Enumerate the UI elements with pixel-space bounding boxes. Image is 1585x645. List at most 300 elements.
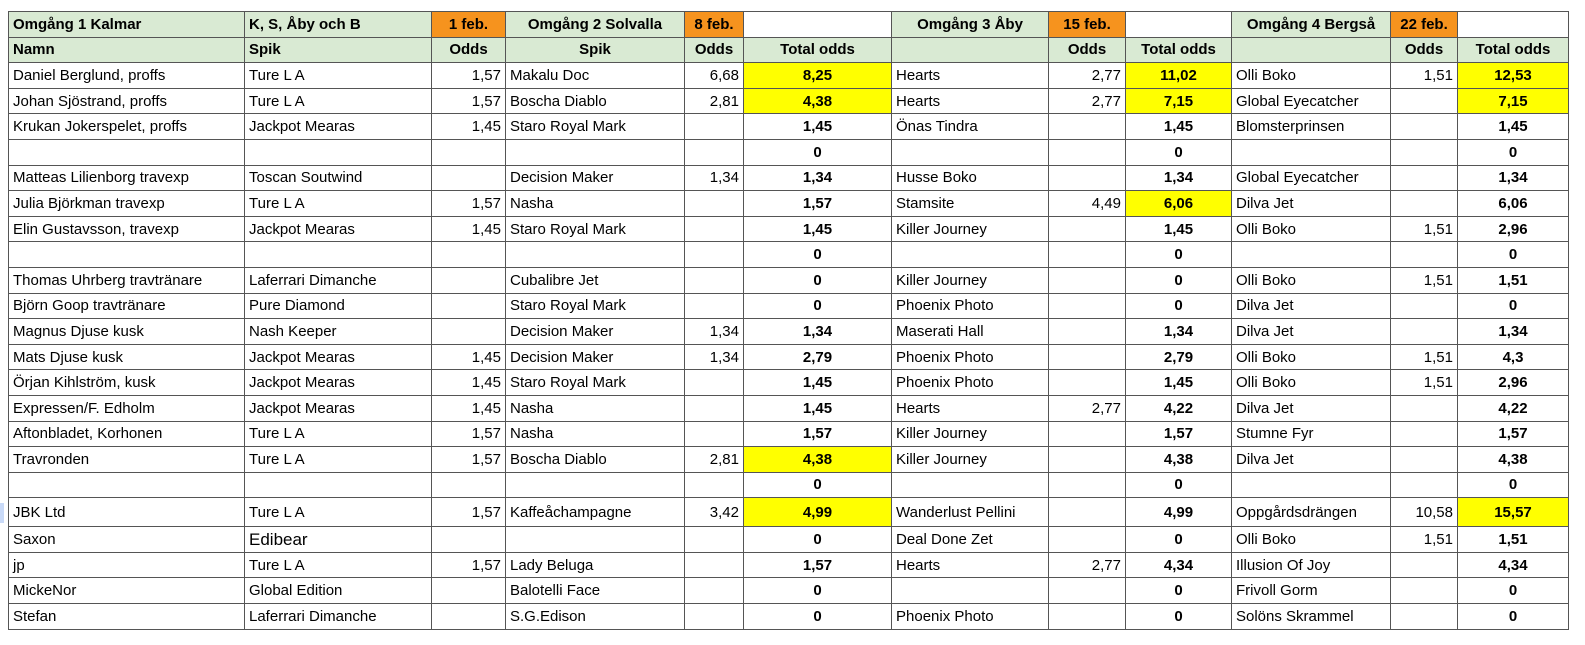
cell-t3[interactable]: 0 xyxy=(1126,578,1232,604)
spreadsheet-grid xyxy=(8,11,1569,630)
cell-o4[interactable]: 10,58 xyxy=(1391,498,1458,527)
cell-s4[interactable] xyxy=(1232,472,1391,498)
header-row-rounds xyxy=(9,12,1569,38)
cell-round3-date[interactable]: 15 feb. xyxy=(1049,12,1126,38)
cell-s2[interactable]: Staro Royal Mark xyxy=(506,370,685,396)
cell-o1[interactable]: 1,57 xyxy=(432,63,506,89)
cell-t2[interactable]: 1,45 xyxy=(744,114,892,140)
cell-o2[interactable] xyxy=(685,191,744,217)
cell-s1[interactable]: Laferrari Dimanche xyxy=(245,267,432,293)
cell-o3[interactable]: 2,77 xyxy=(1049,552,1126,578)
cell-s3[interactable]: Killer Journey xyxy=(892,267,1049,293)
cell-t4[interactable]: 0 xyxy=(1458,242,1569,268)
cell-o1[interactable] xyxy=(432,267,506,293)
cell-s1[interactable]: Ture L A xyxy=(245,63,432,89)
cell-t4[interactable]: 7,15 xyxy=(1458,88,1569,114)
cell-o1[interactable] xyxy=(432,242,506,268)
cell-o2[interactable] xyxy=(685,604,744,630)
cell-t2[interactable]: 0 xyxy=(744,267,892,293)
cell-s1[interactable]: Ture L A xyxy=(245,552,432,578)
cell-t2[interactable]: 0 xyxy=(744,139,892,165)
cell-s3[interactable] xyxy=(892,139,1049,165)
cell-s2[interactable]: Kaffeåchampagne xyxy=(506,498,685,527)
cell-s3[interactable]: Phoenix Photo xyxy=(892,293,1049,319)
cell-t4[interactable]: 4,3 xyxy=(1458,344,1569,370)
cell-s4[interactable]: Olli Boko xyxy=(1232,344,1391,370)
cell-t2[interactable]: 0 xyxy=(744,578,892,604)
cell-o3[interactable]: 2,77 xyxy=(1049,395,1126,421)
cell-o3[interactable] xyxy=(1049,242,1126,268)
cell-s2[interactable]: Nasha xyxy=(506,395,685,421)
cell-empty[interactable] xyxy=(1126,12,1232,38)
cell-t3[interactable]: 4,22 xyxy=(1126,395,1232,421)
cell-o2[interactable]: 6,68 xyxy=(685,63,744,89)
cell-o3[interactable] xyxy=(1049,344,1126,370)
cell-s3[interactable]: Phoenix Photo xyxy=(892,604,1049,630)
cell-name[interactable]: Magnus Djuse kusk xyxy=(9,319,245,345)
header-spik2[interactable]: Spik xyxy=(506,37,685,63)
cell-s2[interactable]: Decision Maker xyxy=(506,165,685,191)
cell-t2[interactable]: 1,57 xyxy=(744,552,892,578)
cell-s3[interactable]: Deal Done Zet xyxy=(892,527,1049,553)
cell-s4[interactable]: Blomsterprinsen xyxy=(1232,114,1391,140)
cell-t3[interactable]: 0 xyxy=(1126,527,1232,553)
cell-name[interactable]: Matteas Lilienborg travexp xyxy=(9,165,245,191)
cell-s1[interactable]: Pure Diamond xyxy=(245,293,432,319)
cell-o2[interactable] xyxy=(685,242,744,268)
cell-s4[interactable]: Olli Boko xyxy=(1232,63,1391,89)
cell-round2-date[interactable]: 8 feb. xyxy=(685,12,744,38)
cell-o1[interactable]: 1,57 xyxy=(432,421,506,447)
cell-s2[interactable]: Nasha xyxy=(506,191,685,217)
cell-t2[interactable]: 0 xyxy=(744,604,892,630)
cell-o1[interactable]: 1,57 xyxy=(432,191,506,217)
table-row xyxy=(9,88,1569,114)
header-spik1[interactable]: Spik xyxy=(245,37,432,63)
cell-o4[interactable] xyxy=(1391,319,1458,345)
header-odds2[interactable]: Odds xyxy=(685,37,744,63)
cell-name[interactable]: Travronden xyxy=(9,447,245,473)
table-row xyxy=(9,344,1569,370)
cell-name[interactable]: jp xyxy=(9,552,245,578)
cell-name[interactable]: Örjan Kihlström, kusk xyxy=(9,370,245,396)
cell-name[interactable]: Daniel Berglund, proffs xyxy=(9,63,245,89)
cell-t4[interactable]: 1,34 xyxy=(1458,319,1569,345)
cell-t4[interactable]: 12,53 xyxy=(1458,63,1569,89)
cell-t3[interactable]: 1,34 xyxy=(1126,319,1232,345)
cell-t2[interactable]: 4,38 xyxy=(744,447,892,473)
cell-s3[interactable]: Killer Journey xyxy=(892,421,1049,447)
cell-t2[interactable]: 1,34 xyxy=(744,319,892,345)
cell-o4[interactable]: 1,51 xyxy=(1391,527,1458,553)
cell-s3[interactable] xyxy=(892,578,1049,604)
cell-s1[interactable]: Jackpot Mearas xyxy=(245,370,432,396)
table-row xyxy=(9,498,1569,527)
cell-s2[interactable]: Decision Maker xyxy=(506,344,685,370)
cell-t2[interactable]: 1,34 xyxy=(744,165,892,191)
cell-t4[interactable]: 4,22 xyxy=(1458,395,1569,421)
cell-o3[interactable]: 2,77 xyxy=(1049,63,1126,89)
cell-o4[interactable]: 1,51 xyxy=(1391,63,1458,89)
cell-t3[interactable]: 0 xyxy=(1126,242,1232,268)
cell-o4[interactable] xyxy=(1391,578,1458,604)
cell-name[interactable] xyxy=(9,139,245,165)
cell-t4[interactable]: 1,34 xyxy=(1458,165,1569,191)
cell-o3[interactable] xyxy=(1049,293,1126,319)
cell-o1[interactable]: 1,45 xyxy=(432,216,506,242)
cell-o3[interactable] xyxy=(1049,421,1126,447)
cell-name[interactable]: Krukan Jokerspelet, proffs xyxy=(9,114,245,140)
cell-s2[interactable]: Staro Royal Mark xyxy=(506,293,685,319)
cell-round4-date[interactable]: 22 feb. xyxy=(1391,12,1458,38)
cell-round1-title[interactable]: Omgång 1 Kalmar xyxy=(9,12,245,38)
cell-name[interactable]: Saxon xyxy=(9,527,245,553)
cell-t2[interactable]: 0 xyxy=(744,527,892,553)
cell-s1[interactable]: Jackpot Mearas xyxy=(245,344,432,370)
cell-t4[interactable]: 1,51 xyxy=(1458,527,1569,553)
cell-s1[interactable]: Jackpot Mearas xyxy=(245,216,432,242)
cell-s3[interactable]: Önas Tindra xyxy=(892,114,1049,140)
cell-t4[interactable]: 0 xyxy=(1458,472,1569,498)
cell-o1[interactable] xyxy=(432,578,506,604)
cell-o1[interactable]: 1,45 xyxy=(432,114,506,140)
cell-t3[interactable]: 0 xyxy=(1126,293,1232,319)
cell-o2[interactable] xyxy=(685,267,744,293)
cell-s2[interactable]: Cubalibre Jet xyxy=(506,267,685,293)
cell-s2[interactable]: Makalu Doc xyxy=(506,63,685,89)
cell-o4[interactable] xyxy=(1391,604,1458,630)
cell-name[interactable]: MickeNor xyxy=(9,578,245,604)
cell-t4[interactable]: 15,57 xyxy=(1458,498,1569,527)
cell-s2[interactable]: Lady Beluga xyxy=(506,552,685,578)
cell-name[interactable]: Thomas Uhrberg travtränare xyxy=(9,267,245,293)
cell-s3[interactable] xyxy=(892,242,1049,268)
cell-o1[interactable] xyxy=(432,527,506,553)
cell-t3[interactable]: 4,34 xyxy=(1126,552,1232,578)
cell-s3[interactable]: Hearts xyxy=(892,395,1049,421)
cell-s1[interactable]: Jackpot Mearas xyxy=(245,114,432,140)
cell-o2[interactable]: 1,34 xyxy=(685,165,744,191)
table-row xyxy=(9,421,1569,447)
cell-s3[interactable]: Wanderlust Pellini xyxy=(892,498,1049,527)
cell-t3[interactable]: 4,38 xyxy=(1126,447,1232,473)
cell-s4[interactable]: Frivoll Gorm xyxy=(1232,578,1391,604)
cell-name[interactable] xyxy=(9,472,245,498)
cell-s4[interactable]: Solöns Skrammel xyxy=(1232,604,1391,630)
cell-o3[interactable] xyxy=(1049,114,1126,140)
cell-s4[interactable]: Olli Boko xyxy=(1232,267,1391,293)
cell-s1[interactable] xyxy=(245,472,432,498)
cell-t4[interactable]: 2,96 xyxy=(1458,370,1569,396)
cell-s4[interactable]: Dilva Jet xyxy=(1232,293,1391,319)
cell-o3[interactable] xyxy=(1049,139,1126,165)
cell-o4[interactable] xyxy=(1391,114,1458,140)
cell-o1[interactable]: 1,57 xyxy=(432,552,506,578)
header-row-columns xyxy=(9,37,1569,63)
cell-s1[interactable]: Ture L A xyxy=(245,447,432,473)
cell-name[interactable]: Expressen/F. Edholm xyxy=(9,395,245,421)
cell-name[interactable]: Stefan xyxy=(9,604,245,630)
cell-s1[interactable] xyxy=(245,242,432,268)
cell-o2[interactable] xyxy=(685,578,744,604)
cell-t2[interactable]: 4,99 xyxy=(744,498,892,527)
cell-o1[interactable] xyxy=(432,165,506,191)
cell-t2[interactable]: 0 xyxy=(744,242,892,268)
cell-s2[interactable]: Boscha Diablo xyxy=(506,447,685,473)
cell-t4[interactable]: 0 xyxy=(1458,139,1569,165)
cell-o2[interactable]: 2,81 xyxy=(685,88,744,114)
cell-round3-title[interactable]: Omgång 3 Åby xyxy=(892,12,1049,38)
cell-o4[interactable] xyxy=(1391,139,1458,165)
cell-o4[interactable] xyxy=(1391,242,1458,268)
cell-name[interactable]: Julia Björkman travexp xyxy=(9,191,245,217)
header-total4[interactable]: Total odds xyxy=(1458,37,1569,63)
cell-s2[interactable]: S.G.Edison xyxy=(506,604,685,630)
cell-s4[interactable]: Oppgårdsdrängen xyxy=(1232,498,1391,527)
cell-t3[interactable]: 1,45 xyxy=(1126,370,1232,396)
cell-s1[interactable] xyxy=(245,139,432,165)
cell-s4[interactable]: Dilva Jet xyxy=(1232,319,1391,345)
cell-t4[interactable]: 1,51 xyxy=(1458,267,1569,293)
header-total3[interactable]: Total odds xyxy=(1126,37,1232,63)
cell-s2[interactable]: Staro Royal Mark xyxy=(506,216,685,242)
cell-s4[interactable]: Olli Boko xyxy=(1232,216,1391,242)
cell-round2-title[interactable]: Omgång 2 Solvalla xyxy=(506,12,685,38)
cell-s4[interactable]: Illusion Of Joy xyxy=(1232,552,1391,578)
cell-o4[interactable] xyxy=(1391,421,1458,447)
cell-o1[interactable] xyxy=(432,604,506,630)
cell-s1[interactable]: Toscan Soutwind xyxy=(245,165,432,191)
cell-s3[interactable]: Phoenix Photo xyxy=(892,370,1049,396)
cell-name[interactable]: Johan Sjöstrand, proffs xyxy=(9,88,245,114)
cell-o4[interactable] xyxy=(1391,293,1458,319)
cell-t4[interactable]: 6,06 xyxy=(1458,191,1569,217)
cell-s2[interactable] xyxy=(506,472,685,498)
cell-empty[interactable] xyxy=(744,12,892,38)
cell-s3[interactable] xyxy=(892,472,1049,498)
cell-name[interactable]: Aftonbladet, Korhonen xyxy=(9,421,245,447)
cell-o3[interactable] xyxy=(1049,216,1126,242)
cell-s1[interactable]: Ture L A xyxy=(245,191,432,217)
cell-t3[interactable]: 7,15 xyxy=(1126,88,1232,114)
cell-s2[interactable]: Staro Royal Mark xyxy=(506,114,685,140)
cell-round4-title[interactable]: Omgång 4 Bergså xyxy=(1232,12,1391,38)
cell-s4[interactable] xyxy=(1232,242,1391,268)
cell-s3[interactable]: Killer Journey xyxy=(892,216,1049,242)
header-odds1[interactable]: Odds xyxy=(432,37,506,63)
cell-o2[interactable] xyxy=(685,216,744,242)
cell-o2[interactable] xyxy=(685,421,744,447)
cell-t2[interactable]: 0 xyxy=(744,472,892,498)
cell-s1[interactable]: Edibear xyxy=(245,527,432,553)
cell-o2[interactable] xyxy=(685,114,744,140)
cell-round1-spikes[interactable]: K, S, Åby och B xyxy=(245,12,432,38)
cell-t2[interactable]: 4,38 xyxy=(744,88,892,114)
cell-s4[interactable]: Dilva Jet xyxy=(1232,395,1391,421)
cell-o3[interactable] xyxy=(1049,604,1126,630)
header-total2[interactable]: Total odds xyxy=(744,37,892,63)
header-odds4[interactable]: Odds xyxy=(1391,37,1458,63)
cell-o3[interactable]: 2,77 xyxy=(1049,88,1126,114)
cell-name[interactable] xyxy=(9,242,245,268)
table-row xyxy=(9,165,1569,191)
cell-o2[interactable]: 3,42 xyxy=(685,498,744,527)
cell-o3[interactable] xyxy=(1049,165,1126,191)
cell-s4[interactable] xyxy=(1232,139,1391,165)
cell-o3[interactable] xyxy=(1049,472,1126,498)
cell-t4[interactable]: 2,96 xyxy=(1458,216,1569,242)
cell-o3[interactable] xyxy=(1049,447,1126,473)
cell-s4[interactable]: Global Eyecatcher xyxy=(1232,88,1391,114)
cell-s4[interactable]: Dilva Jet xyxy=(1232,447,1391,473)
cell-o4[interactable] xyxy=(1391,88,1458,114)
cell-s2[interactable] xyxy=(506,527,685,553)
cell-round1-date[interactable]: 1 feb. xyxy=(432,12,506,38)
cell-t2[interactable]: 1,45 xyxy=(744,216,892,242)
cell-s4[interactable]: Global Eyecatcher xyxy=(1232,165,1391,191)
cell-t3[interactable]: 2,79 xyxy=(1126,344,1232,370)
cell-o1[interactable]: 1,45 xyxy=(432,370,506,396)
cell-t3[interactable]: 11,02 xyxy=(1126,63,1232,89)
cell-o4[interactable]: 1,51 xyxy=(1391,216,1458,242)
cell-t2[interactable]: 0 xyxy=(744,293,892,319)
cell-s3[interactable]: Hearts xyxy=(892,552,1049,578)
cell-o4[interactable] xyxy=(1391,472,1458,498)
cell-o4[interactable] xyxy=(1391,447,1458,473)
cell-name[interactable]: Mats Djuse kusk xyxy=(9,344,245,370)
cell-o2[interactable] xyxy=(685,552,744,578)
cell-s1[interactable]: Ture L A xyxy=(245,498,432,527)
cell-s2[interactable]: Nasha xyxy=(506,421,685,447)
cell-s2[interactable] xyxy=(506,139,685,165)
table-row xyxy=(9,267,1569,293)
header-spik4[interactable] xyxy=(1232,37,1391,63)
cell-o1[interactable] xyxy=(432,139,506,165)
cell-o1[interactable]: 1,57 xyxy=(432,88,506,114)
cell-t2[interactable]: 1,57 xyxy=(744,191,892,217)
cell-s1[interactable]: Laferrari Dimanche xyxy=(245,604,432,630)
cell-o2[interactable]: 1,34 xyxy=(685,344,744,370)
cell-empty[interactable] xyxy=(1458,12,1569,38)
cell-name[interactable]: Elin Gustavsson, travexp xyxy=(9,216,245,242)
cell-s4[interactable]: Olli Boko xyxy=(1232,527,1391,553)
cell-s3[interactable]: Husse Boko xyxy=(892,165,1049,191)
cell-t3[interactable]: 0 xyxy=(1126,472,1232,498)
cell-o3[interactable] xyxy=(1049,527,1126,553)
cell-name[interactable]: JBK Ltd xyxy=(9,498,245,527)
cell-o4[interactable] xyxy=(1391,552,1458,578)
cell-o1[interactable]: 1,45 xyxy=(432,344,506,370)
cell-t3[interactable]: 1,34 xyxy=(1126,165,1232,191)
cell-s1[interactable]: Global Edition xyxy=(245,578,432,604)
cell-t3[interactable]: 0 xyxy=(1126,267,1232,293)
cell-o2[interactable]: 2,81 xyxy=(685,447,744,473)
cell-o1[interactable]: 1,57 xyxy=(432,498,506,527)
cell-s1[interactable]: Ture L A xyxy=(245,88,432,114)
cell-s3[interactable]: Maserati Hall xyxy=(892,319,1049,345)
cell-o2[interactable]: 1,34 xyxy=(685,319,744,345)
cell-s1[interactable]: Jackpot Mearas xyxy=(245,395,432,421)
cell-t3[interactable]: 1,57 xyxy=(1126,421,1232,447)
cell-o1[interactable] xyxy=(432,472,506,498)
cell-o2[interactable] xyxy=(685,370,744,396)
cell-t4[interactable]: 0 xyxy=(1458,578,1569,604)
cell-o3[interactable] xyxy=(1049,498,1126,527)
cell-t4[interactable]: 4,38 xyxy=(1458,447,1569,473)
cell-name[interactable]: Björn Goop travtränare xyxy=(9,293,245,319)
cell-t3[interactable]: 0 xyxy=(1126,604,1232,630)
cell-o1[interactable]: 1,45 xyxy=(432,395,506,421)
cell-o4[interactable] xyxy=(1391,395,1458,421)
cell-o4[interactable]: 1,51 xyxy=(1391,370,1458,396)
cell-t4[interactable]: 1,57 xyxy=(1458,421,1569,447)
cell-t2[interactable]: 2,79 xyxy=(744,344,892,370)
cell-s4[interactable]: Dilva Jet xyxy=(1232,191,1391,217)
cell-o4[interactable]: 1,51 xyxy=(1391,267,1458,293)
cell-o3[interactable] xyxy=(1049,370,1126,396)
cell-o3[interactable] xyxy=(1049,578,1126,604)
cell-t2[interactable]: 1,57 xyxy=(744,421,892,447)
cell-t3[interactable]: 1,45 xyxy=(1126,216,1232,242)
cell-s2[interactable]: Boscha Diablo xyxy=(506,88,685,114)
header-odds3[interactable]: Odds xyxy=(1049,37,1126,63)
cell-t3[interactable]: 4,99 xyxy=(1126,498,1232,527)
cell-o2[interactable] xyxy=(685,527,744,553)
cell-s2[interactable]: Decision Maker xyxy=(506,319,685,345)
cell-o3[interactable] xyxy=(1049,319,1126,345)
cell-o2[interactable] xyxy=(685,293,744,319)
cell-t2[interactable]: 1,45 xyxy=(744,370,892,396)
table-row xyxy=(9,63,1569,89)
cell-o3[interactable] xyxy=(1049,267,1126,293)
cell-s3[interactable]: Hearts xyxy=(892,88,1049,114)
cell-s4[interactable]: Olli Boko xyxy=(1232,370,1391,396)
cell-t3[interactable]: 6,06 xyxy=(1126,191,1232,217)
cell-o4[interactable] xyxy=(1391,191,1458,217)
cell-t4[interactable]: 1,45 xyxy=(1458,114,1569,140)
cell-t4[interactable]: 4,34 xyxy=(1458,552,1569,578)
cell-o2[interactable] xyxy=(685,139,744,165)
cell-s2[interactable]: Balotelli Face xyxy=(506,578,685,604)
table-row xyxy=(9,472,1569,498)
cell-o4[interactable]: 1,51 xyxy=(1391,344,1458,370)
table-row xyxy=(9,447,1569,473)
cell-t3[interactable]: 0 xyxy=(1126,139,1232,165)
cell-s3[interactable]: Stamsite xyxy=(892,191,1049,217)
cell-t3[interactable]: 1,45 xyxy=(1126,114,1232,140)
cell-s1[interactable]: Nash Keeper xyxy=(245,319,432,345)
cell-t4[interactable]: 0 xyxy=(1458,293,1569,319)
cell-o1[interactable] xyxy=(432,293,506,319)
cell-t4[interactable]: 0 xyxy=(1458,604,1569,630)
cell-s3[interactable]: Phoenix Photo xyxy=(892,344,1049,370)
header-spik3[interactable] xyxy=(892,37,1049,63)
cell-t2[interactable]: 1,45 xyxy=(744,395,892,421)
cell-s3[interactable]: Hearts xyxy=(892,63,1049,89)
cell-o2[interactable] xyxy=(685,472,744,498)
cell-o1[interactable] xyxy=(432,319,506,345)
cell-s4[interactable]: Stumne Fyr xyxy=(1232,421,1391,447)
cell-o1[interactable]: 1,57 xyxy=(432,447,506,473)
cell-s2[interactable] xyxy=(506,242,685,268)
header-name[interactable]: Namn xyxy=(9,37,245,63)
cell-s3[interactable]: Killer Journey xyxy=(892,447,1049,473)
cell-o4[interactable] xyxy=(1391,165,1458,191)
cell-o3[interactable]: 4,49 xyxy=(1049,191,1126,217)
cell-o2[interactable] xyxy=(685,395,744,421)
cell-t2[interactable]: 8,25 xyxy=(744,63,892,89)
cell-s1[interactable]: Ture L A xyxy=(245,421,432,447)
